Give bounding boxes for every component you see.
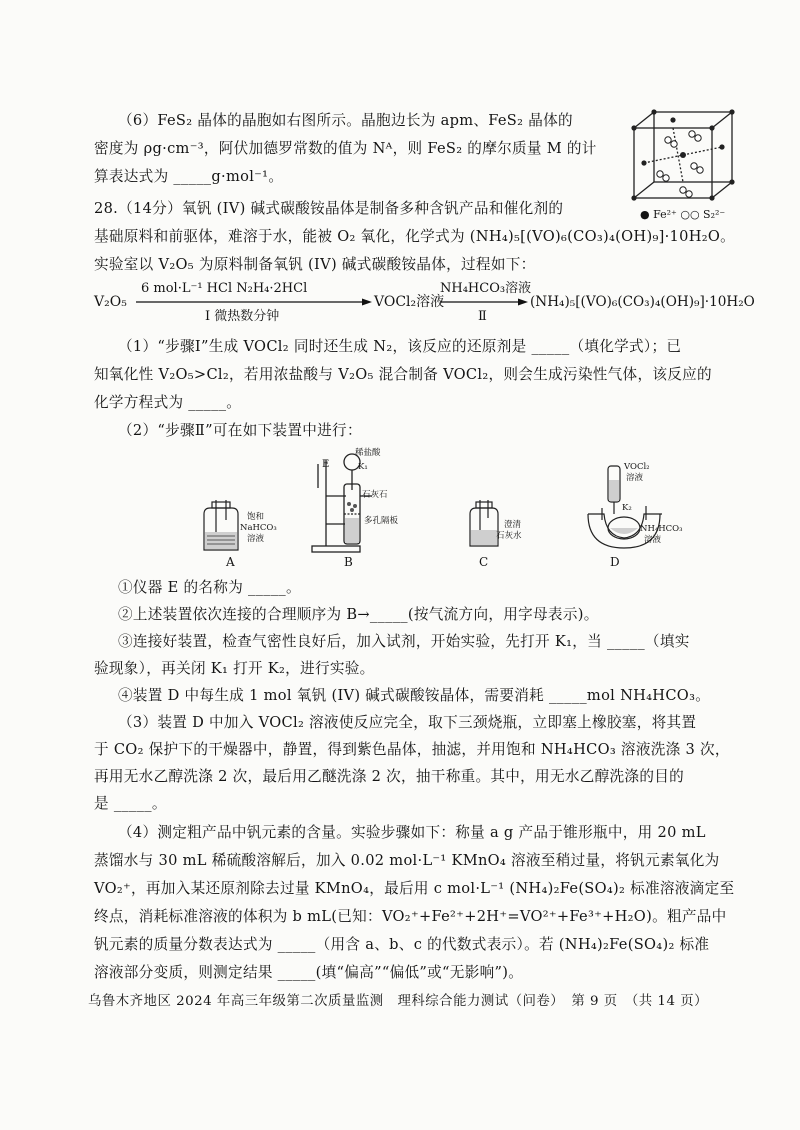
q28-p2-a: ①仪器 E 的名称为 _____。 <box>118 579 301 596</box>
q6-line-1: （6）FeS₂ 晶体的晶胞如右图所示。晶胞边长为 apm、FeS₂ 晶体的 <box>118 112 573 129</box>
apparatus-a-wash-bottle <box>198 500 244 554</box>
scheme-arrow-1 <box>136 297 372 307</box>
apparatus-b-k1: K₁ <box>358 462 368 472</box>
scheme-step1-reagents: 6 mol·L⁻¹ HCl N₂H₄·2HCl <box>141 281 308 296</box>
q6-line-2: 密度为 ρg·cm⁻³，阿伏加德罗常数的值为 Nᴬ，则 FeS₂ 的摩尔质量 M 的计 <box>94 140 597 157</box>
q28-p2-c-line-1: ③连接好装置，检查气密性良好后，加入试剂，开始实验，先打开 K₁，当 _____（填实 <box>118 633 690 650</box>
scheme-step2-reagent: NH₄HCO₃溶液 <box>440 281 532 296</box>
q28-p4-line-5: 钒元素的质量分数表达式为 _____（用含 a、b、c 的代数式表示）。若 (NH₄)₂Fe(SO₄)₂ 标准 <box>94 936 710 953</box>
q28-p2-d: ④装置 D 中每生成 1 mol 氧钒 (IV) 碱式碳酸铵晶体，需要消耗 _____mol NH₄HCO₃。 <box>118 687 711 704</box>
apparatus-a-text-2: NaHCO₃ <box>240 523 277 533</box>
apparatus-a-text-1: 饱和 <box>247 512 265 522</box>
apparatus-b-e-label: E <box>322 459 330 470</box>
apparatus-c-text-2: 石灰水 <box>496 531 522 541</box>
apparatus-d-text-1: VOCl₂ <box>624 462 650 472</box>
apparatus-b-text-3: 石灰石 <box>362 490 388 500</box>
q28-p4-line-4: 终点，消耗标准溶液的体积为 b mL(已知：VO₂⁺+Fe²⁺+2H⁺=VO²⁺+Fe³⁺+H₂O)。粗产品中 <box>94 908 727 925</box>
apparatus-a-text-3: 溶液 <box>247 534 265 544</box>
q28-p2-b: ②上述装置依次连接的合理顺序为 B→_____(按气流方向，用字母表示)。 <box>118 606 599 623</box>
q28-p2-c-line-2: 验现象），再关闭 K₁ 打开 K₂，进行实验。 <box>94 660 375 677</box>
q28-p1-line-1: （1）“步骤Ⅰ”生成 VOCl₂ 同时还生成 N₂，该反应的还原剂是 _____（填化学式）；已 <box>118 338 682 355</box>
q28-intro-1: 28.（14分）氧钒 (IV) 碱式碳酸铵晶体是制备多种含钒产品和催化剂的 <box>94 200 564 217</box>
apparatus-d-label: D <box>610 555 620 569</box>
scheme-reactant: V₂O₅ <box>94 294 127 310</box>
page-footer: 乌鲁木齐地区 2024 年高三年级第二次质量监测 理科综合能力测试（问卷） 第 9 页 （共 14 页） <box>88 994 709 1009</box>
q28-p4-line-6: 溶液部分变质，则测定结果 _____(填“偏高”“偏低”或“无影响”)。 <box>94 964 524 981</box>
q28-p3-line-4: 是 _____。 <box>94 795 167 812</box>
scheme-step2-label: Ⅱ <box>478 309 487 324</box>
apparatus-a-label: A <box>226 555 235 569</box>
q6-line-3: 算表达式为 _____g·mol⁻¹。 <box>94 168 284 185</box>
apparatus-c-wash-bottle <box>466 500 502 550</box>
apparatus-c-label: C <box>479 555 489 569</box>
q28-p3-line-1: （3）装置 D 中加入 VOCl₂ 溶液使反应完全，取下三颈烧瓶，立即塞上橡胶塞，将其置 <box>118 714 697 731</box>
scheme-step1-condition: Ⅰ 微热数分钟 <box>205 309 280 324</box>
apparatus-b-label: B <box>344 555 353 569</box>
scheme-product: (NH₄)₅[(VO)₆(CO₃)₄(OH)₉]·10H₂O <box>530 294 755 310</box>
q28-intro-3: 实验室以 V₂O₅ 为原料制备氧钒 (IV) 碱式碳酸铵晶体，过程如下： <box>94 256 536 273</box>
q28-p4-line-1: （4）测定粗产品中钒元素的含量。实验步骤如下：称量 a g 产品于锥形瓶中，用 20 mL <box>118 824 706 841</box>
scheme-intermediate: VOCl₂溶液 <box>374 294 445 310</box>
q28-p1-line-2: 知氧化性 V₂O₅>Cl₂，若用浓盐酸与 V₂O₅ 混合制备 VOCl₂，则会生成污染性气体，该反应的 <box>94 366 712 383</box>
apparatus-d-text-5: 溶液 <box>644 535 662 545</box>
apparatus-b-text-4: 多孔隔板 <box>364 516 399 526</box>
unit-cell-legend: ● Fe²⁺ ○○ S₂²⁻ <box>640 208 726 221</box>
q28-p2-intro: （2）“步骤Ⅱ”可在如下装置中进行： <box>118 422 362 439</box>
apparatus-d-k2: K₂ <box>622 503 632 513</box>
q28-p3-line-2: 于 CO₂ 保护下的干燥器中，静置，得到紫色晶体，抽滤，并用饱和 NH₄HCO₃ 溶液洗涤 3 次， <box>94 741 730 758</box>
apparatus-c-text-1: 澄清 <box>504 520 522 530</box>
apparatus-d-text-4: NH₄HCO₃ <box>640 524 683 534</box>
q28-p4-line-2: 蒸馏水与 30 mL 稀硫酸溶解后，加入 0.02 mol·L⁻¹ KMnO₄ 溶液至稍过量，将钒元素氧化为 <box>94 852 720 869</box>
q28-p4-line-3: VO₂⁺，再加入某还原剂除去过量 KMnO₄，最后用 c mol·L⁻¹ (NH₄)₂Fe(SO₄)₂ 标准溶液滴定至 <box>94 880 735 897</box>
q28-p3-line-3: 再用无水乙醇洗涤 2 次，最后用乙醚洗涤 2 次，抽干称重。其中，用无水乙醇洗涤的目的 <box>94 768 684 785</box>
apparatus-b-gas-generator <box>310 448 382 556</box>
apparatus-b-text-1: 稀盐酸 <box>355 448 381 458</box>
fes2-unit-cell-figure <box>628 108 740 206</box>
q28-p1-line-3: 化学方程式为 _____。 <box>94 394 242 411</box>
q28-intro-2: 基础原料和前驱体，难溶于水，能被 O₂ 氧化，化学式为 (NH₄)₅[(VO)₆(CO₃)₄(OH)₉]·10H₂O。 <box>94 228 736 245</box>
apparatus-d-text-2: 溶液 <box>626 473 644 483</box>
scheme-arrow-2 <box>440 297 528 307</box>
